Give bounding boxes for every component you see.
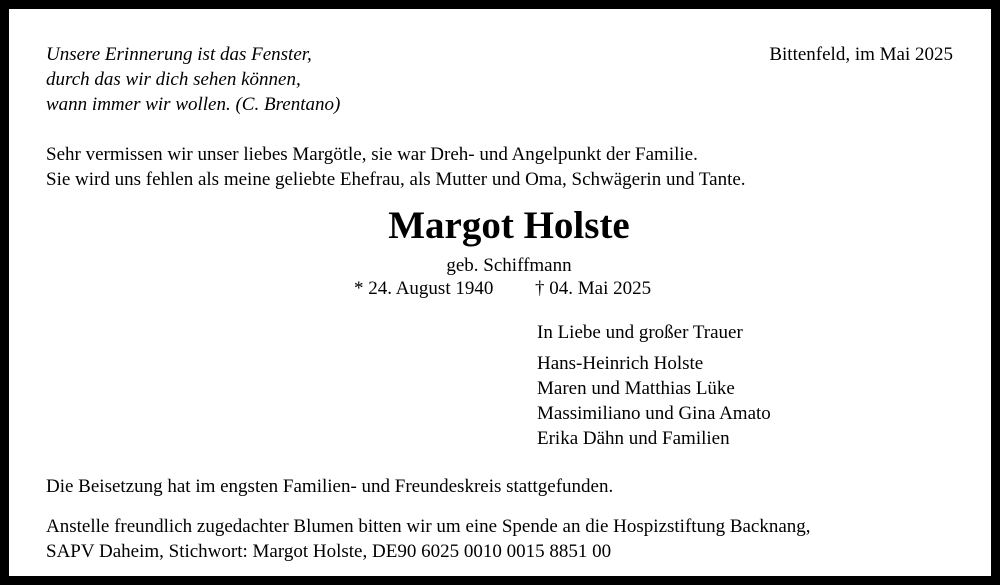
mourning-heading: In Liebe und großer Trauer	[537, 322, 743, 343]
deceased-name: Margot Holste	[388, 204, 630, 247]
donation-request	[46, 514, 811, 564]
mourner-name: Maren und Matthias Lüke	[537, 378, 735, 399]
quote-line: wann immer wir wollen. (C. Brentano)	[46, 94, 341, 115]
donation-line: SAPV Daheim, Stichwort: Margot Holste, DE90 6025 0010 0015 8851 00	[46, 541, 612, 562]
mourner-name: Massimiliano und Gina Amato	[537, 403, 771, 424]
mourner-name: Hans-Heinrich Holste	[537, 353, 704, 374]
quote-line: durch das wir dich sehen können,	[46, 69, 301, 90]
burial-note: Die Beisetzung hat im engsten Familien- und Freundeskreis stattgefunden.	[46, 476, 614, 497]
donation-line: Anstelle freundlich zugedachter Blumen bitten wir um eine Spende an die Hospizstiftung Backnang,	[46, 516, 811, 537]
intro-line: Sie wird uns fehlen als meine geliebte Ehefrau, als Mutter und Oma, Schwägerin und Tante.	[46, 169, 746, 190]
maiden-name: geb. Schiffmann	[446, 255, 572, 276]
intro-text	[46, 142, 746, 192]
birth-date: * 24. August 1940	[354, 278, 494, 299]
memorial-quote	[46, 42, 340, 117]
mourner-name: Erika Dähn und Familien	[537, 428, 730, 449]
mourners-list	[537, 351, 771, 451]
death-date: † 04. Mai 2025	[535, 278, 652, 299]
quote-line: Unsere Erinnerung ist das Fenster,	[46, 44, 312, 65]
place-date: Bittenfeld, im Mai 2025	[769, 44, 953, 65]
intro-line: Sehr vermissen wir unser liebes Margötle, sie war Dreh- und Angelpunkt der Familie.	[46, 144, 698, 165]
